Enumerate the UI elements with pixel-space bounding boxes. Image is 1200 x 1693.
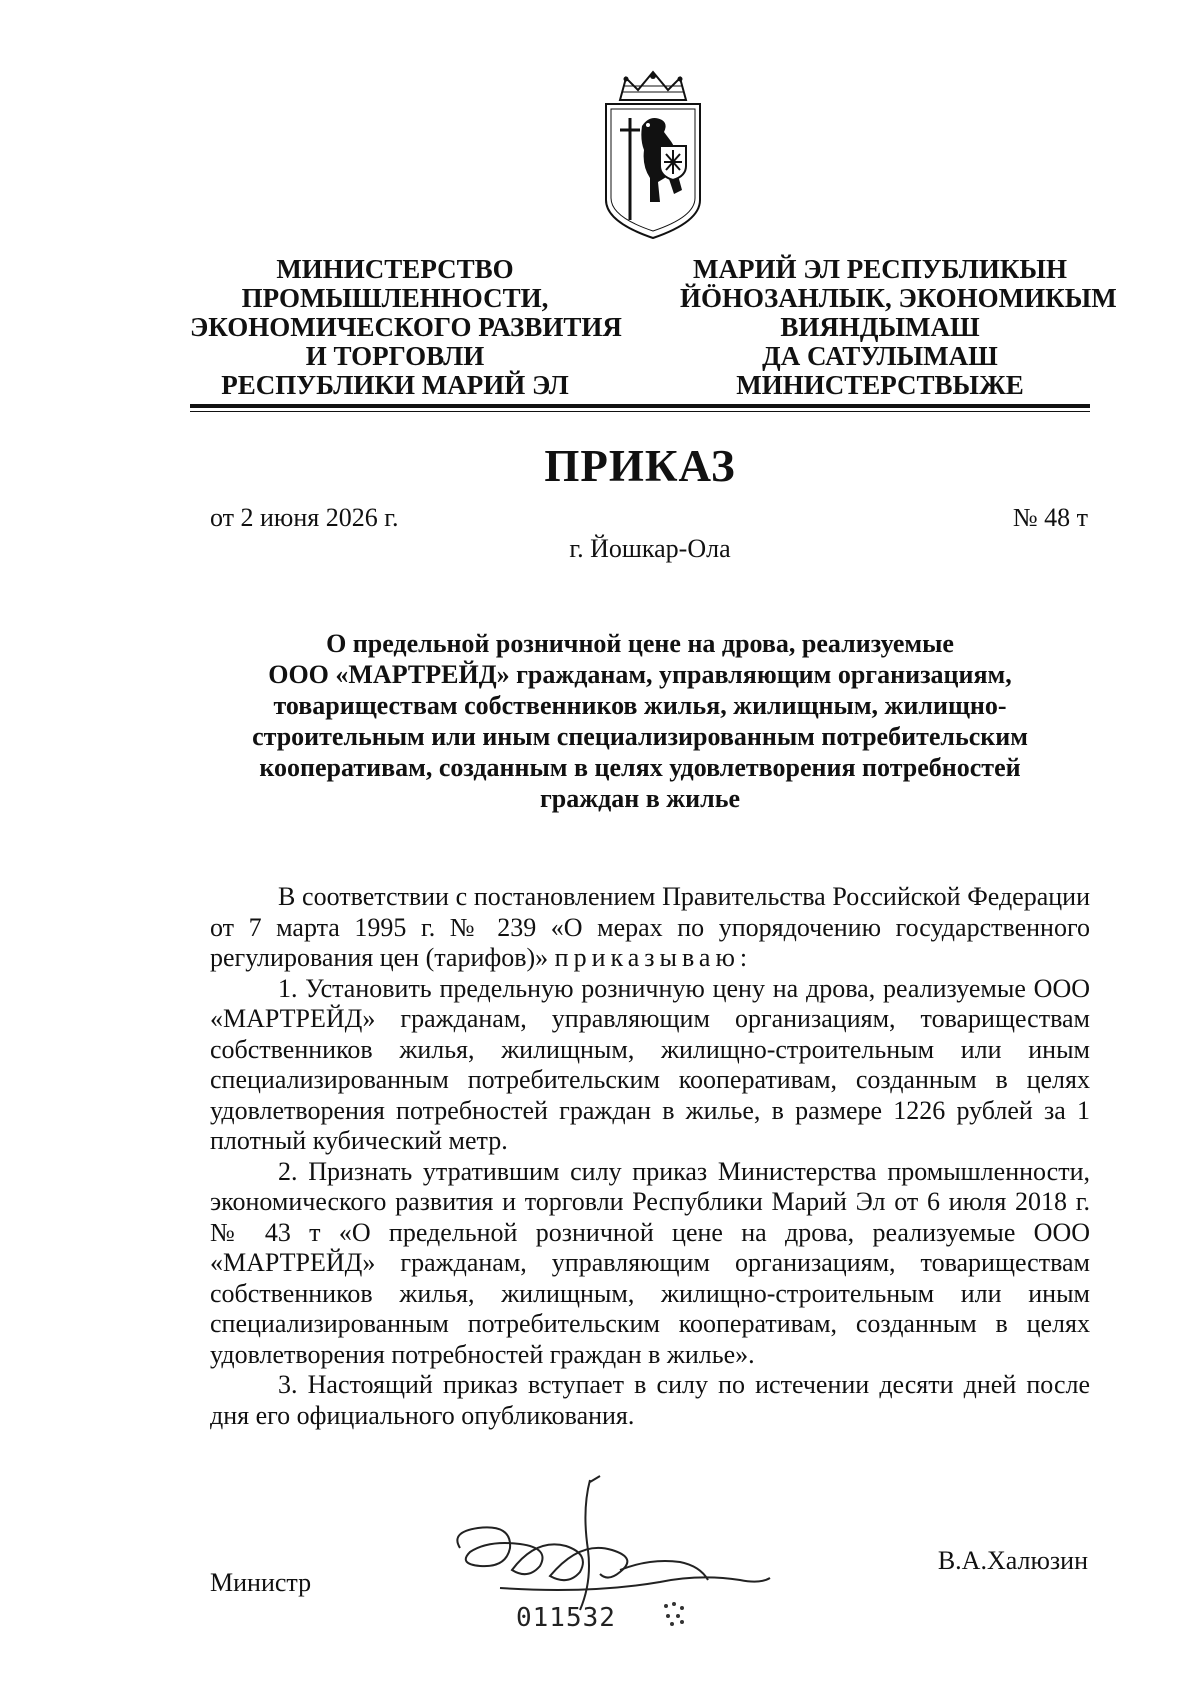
body-intro-action: приказываю: — [554, 943, 753, 972]
header-divider-thick — [190, 404, 1090, 408]
body-intro-paragraph — [210, 882, 1090, 974]
subject-line: кооперативам, созданным в целях удовлетворения потребностей — [259, 753, 1021, 782]
document-subject — [190, 628, 1090, 814]
signer-position: Министр — [210, 1568, 312, 1597]
body-item-3: 3. Настоящий приказ вступает в силу по истечении десяти дней после дня его официального опубликования. — [210, 1370, 1090, 1430]
body-intro-text: В соответствии с постановлением Правительства Российской Федерации от 7 марта 1995 г. № 239 «О мерах по упорядочению государственного регулирования цен (тарифов)» — [210, 882, 1090, 972]
ministry-name-russian — [190, 254, 622, 400]
header-left-line: МИНИСТЕРСТВО — [276, 254, 514, 284]
header-divider-thin — [190, 411, 1090, 412]
document-city: г. Йошкар-Ола — [569, 534, 731, 563]
ministry-name-mari — [680, 254, 1117, 400]
subject-line: ООО «МАРТРЕЙД» гражданам, управляющим организациям, — [268, 660, 1012, 689]
header-left-line: ЭКОНОМИЧЕСКОГО РАЗВИТИЯ — [190, 312, 622, 342]
signer-name: В.А.Халюзин — [937, 1546, 1088, 1575]
subject-line: О предельной розничной цене на дрова, реализуемые — [326, 629, 954, 658]
header-left-line: И ТОРГОВЛИ — [305, 341, 485, 371]
handwritten-signature-icon — [440, 1470, 840, 1630]
document-body — [210, 882, 1090, 1431]
header-right-line: ДА САТУЛЫМАШ — [762, 341, 998, 371]
subject-line: граждан в жилье — [539, 784, 740, 813]
subject-line: товариществам собственников жилья, жилищным, жилищно- — [273, 691, 1007, 720]
mari-el-coat-of-arms-icon — [598, 70, 708, 240]
header-right-line: МАРИЙ ЭЛ РЕСПУБЛИКЫН — [693, 254, 1067, 284]
header-right-line: ВИЯНДЫМАШ — [780, 312, 980, 342]
header-right-line: ЙӦНОЗАНЛЫК, ЭКОНОМИКЫМ — [680, 283, 1117, 313]
subject-line: строительным или иным специализированным потребительским — [252, 722, 1028, 751]
document-number: № 48 т — [1012, 503, 1088, 532]
body-item-2: 2. Признать утратившим силу приказ Министерства промышленности, экономического развития и торговли Республики Марий Эл от 6 июля 2018 г. № 43 т «О предельной розничной цене на дрова, реализуемые ООО «МАРТРЕЙД» гражданам, управляющим организациям, товариществам собственников жилья, жилищным, жилищно-строительным или иным специализированным потребительским кооперативам, созданным в целях удовлетворения потребностей граждан в жилье». — [210, 1156, 1090, 1369]
stamp-mark-icon — [660, 1600, 688, 1628]
document-date: от 2 июня 2026 г. — [210, 503, 399, 532]
header-left-line: ПРОМЫШЛЕННОСТИ, — [241, 283, 549, 313]
stamp-serial-number: 011532 — [516, 1603, 616, 1633]
header-right-line: МИНИСТЕРСТВЫЖЕ — [736, 370, 1024, 400]
document-title: ПРИКАЗ — [544, 441, 736, 491]
body-item-1: 1. Установить предельную розничную цену на дрова, реализуемые ООО «МАРТРЕЙД» гражданам, управляющим организациям, товариществам собственников жилья, жилищным, жилищно-строительным или иным специализированным потребительским кооперативам, созданным в целях удовлетворения потребностей граждан в жилье, в размере 1226 рублей за 1 плотный кубический метр. — [210, 973, 1090, 1155]
header-left-line: РЕСПУБЛИКИ МАРИЙ ЭЛ — [221, 370, 569, 400]
